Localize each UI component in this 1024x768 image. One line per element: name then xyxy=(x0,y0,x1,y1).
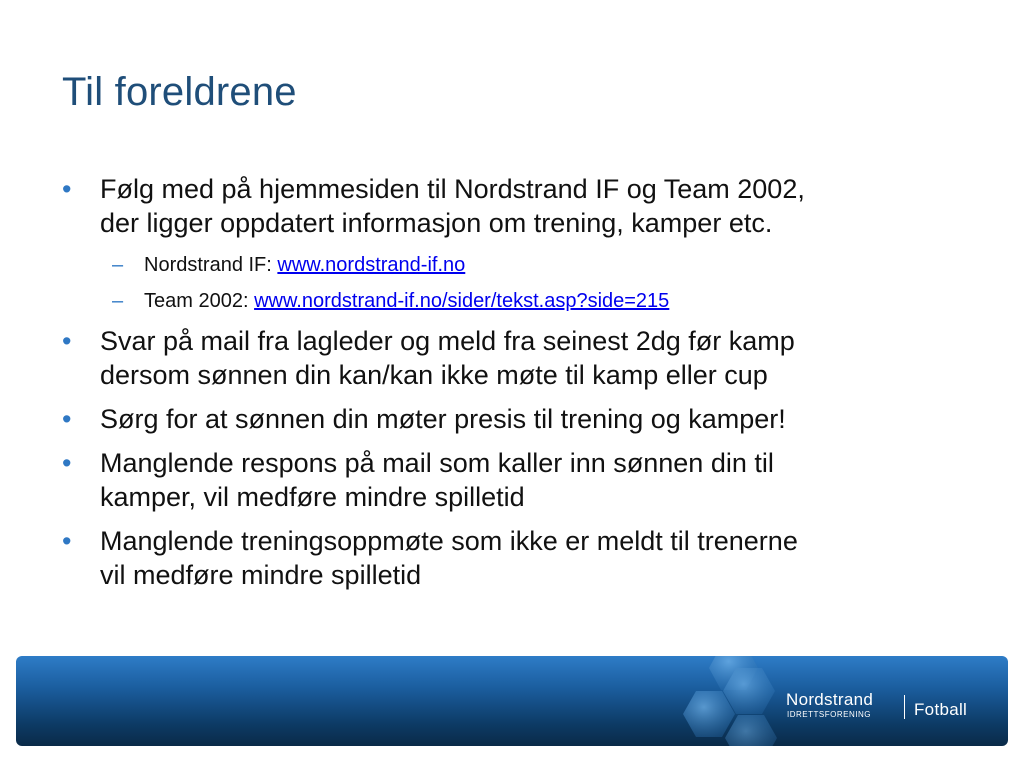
sub-bullet-label: Team 2002: xyxy=(144,290,255,312)
dash-icon: – xyxy=(112,254,124,276)
bullet-text-line: dersom sønnen din kan/kan ikke møte til kamp eller cup xyxy=(100,360,768,390)
bullet-text-line: Manglende respons på mail som kaller inn sønnen din til xyxy=(100,448,774,478)
dash-icon: – xyxy=(112,290,124,312)
bullet-item xyxy=(62,446,982,514)
bullet-text-line: Sørg for at sønnen din møter presis til trening og kamper! xyxy=(100,404,786,434)
bullet-icon: • xyxy=(62,404,72,434)
bullet-icon: • xyxy=(62,448,72,478)
bullet-item xyxy=(62,172,982,240)
bullet-item xyxy=(62,324,982,392)
logo-subtitle: IDRETTSFORENING xyxy=(787,710,871,719)
footer-banner xyxy=(16,656,1008,746)
sub-bullet-label: Nordstrand IF: xyxy=(144,254,278,276)
sub-bullet-item xyxy=(62,250,982,280)
bullet-icon: • xyxy=(62,326,72,356)
bullet-item xyxy=(62,402,982,436)
bullet-text-line: vil medføre mindre spilletid xyxy=(100,560,422,590)
sub-bullet-item xyxy=(62,286,982,316)
logo-name: Nordstrand xyxy=(786,690,874,709)
bullet-text-line: Følg med på hjemmesiden til Nordstrand IF og Team 2002, xyxy=(100,174,805,204)
sub-bullet-list xyxy=(62,250,982,316)
logo-section: Fotball xyxy=(914,700,968,719)
bullet-icon: • xyxy=(62,174,72,204)
bullet-text-line: kamper, vil medføre mindre spilletid xyxy=(100,482,525,512)
slide-title: Til foreldrene xyxy=(62,70,297,114)
team-2002-link[interactable]: www.nordstrand-if.no/sider/tekst.asp?side=215 xyxy=(254,290,670,312)
bullet-text-line: der ligger oppdatert informasjon om trening, kamper etc. xyxy=(100,208,773,238)
bullet-text-line: Manglende treningsoppmøte som ikke er meldt til trenerne xyxy=(100,526,798,556)
logo-divider xyxy=(904,695,905,719)
bullet-list xyxy=(62,172,982,602)
bullet-text-line: Svar på mail fra lagleder og meld fra seinest 2dg før kamp xyxy=(100,326,795,356)
bullet-item xyxy=(62,524,982,592)
nordstrand-link[interactable]: www.nordstrand-if.no xyxy=(277,254,466,276)
hexagon-shape xyxy=(725,715,777,746)
bullet-icon: • xyxy=(62,526,72,556)
